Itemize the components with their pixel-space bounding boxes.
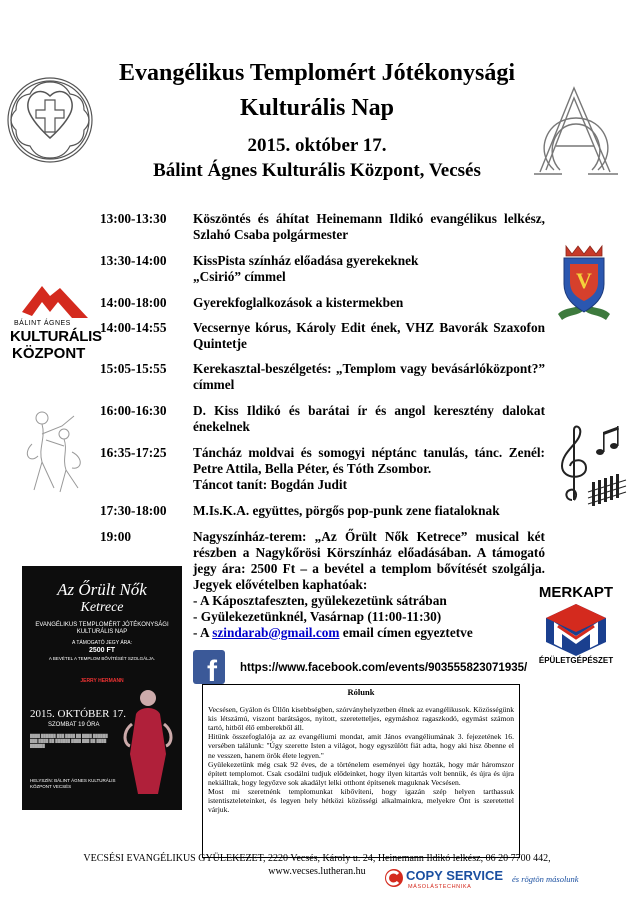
poster-date: 2015. OKTÓBER 17. [30, 708, 126, 720]
program-desc: Táncház moldvai és somogyi néptánc tanulás, tánc. Zenél: Petre Attila, Bella Péter, és Tóth Zsombor. Táncot tanít: Bogdán Judit [193, 445, 545, 492]
footer-address: VECSÉSI EVANGÉLIKUS GYÜLEKEZET, 2220 Vecsés, Károly u. 24, Heinemann Ildikó lelkész, 06 20 7700 442, [83, 853, 551, 864]
coat-of-arms-icon [552, 240, 616, 326]
logo-line3: KÖZPONT [12, 345, 86, 362]
program-time: 17:30-18:00 [100, 503, 167, 518]
program-desc: Kerekasztal-beszélgetés: „Templom vagy bevásárlóközpont?” címmel [193, 361, 545, 392]
email-link[interactable]: szindarab@gmail.com [212, 625, 340, 640]
ticket-item: - Gyülekezetünknél, Vasárnap (11:00-11:30) [193, 609, 442, 624]
program-time: 19:00 [100, 529, 132, 544]
event-poster [22, 566, 182, 810]
logo-line2: KULTURÁLIS [10, 328, 102, 345]
program-time: 16:00-16:30 [100, 403, 167, 418]
logo-line1: BÁLINT ÁGNES [14, 320, 71, 327]
page-title: Evangélikus Templomért Jótékonysági [118, 60, 516, 86]
about-paragraph: Gyülekezetünk még csak 92 éves, de a történelem eseményei úgy hozták, hogy már háromszor épített templomot. Csak csodálni tudjuk elődeinket, hogy ilyen kitartás volt bennük, és újra és újra nekiálltak, hogy legyőzve sok akadályt lelki otthont építsenek maguknak Vecsésen. [208, 759, 514, 787]
copy-service-slogan: és rögtön másolunk [512, 874, 579, 884]
program-time: 13:30-14:00 [100, 253, 167, 268]
roof-icon [20, 282, 90, 322]
culture-center-logo [8, 282, 102, 368]
program-time: 16:35-17:25 [100, 445, 167, 460]
program-time: 14:00-14:55 [100, 320, 167, 335]
program-row [100, 503, 545, 519]
poster-time: SZOMBAT 19 ÓRA [48, 722, 100, 728]
program-desc: Vecsernye kórus, Károly Edit ének, VHZ Bavorák Szaxofon Quintetje [193, 320, 545, 351]
facebook-icon[interactable] [193, 650, 225, 684]
ticket-list [193, 593, 545, 641]
program-desc: D. Kiss Ildikó és barátai ír és angol keresztény dalokat énekelnek [193, 403, 545, 434]
ticket-item: - A Káposztafeszten, gyülekezetünk sátrában [193, 593, 447, 608]
poster-event: EVANGÉLIKUS TEMPLOMÉRT JÓTÉKONYSÁGI KULTURÁLIS NAP [35, 622, 169, 635]
program-row [100, 320, 545, 352]
about-paragraph: Most mi szeretnénk templomunkat kibővíteni, hogy igazán szép helyen tarthassuk istentiszteleteinket, és legyen hely hétközi közösségi alkalmainkra, melyekre Önt is szeretettel várjuk. [208, 786, 514, 815]
copy-service-name: COPY SERVICE [406, 868, 504, 883]
about-box [202, 684, 520, 858]
program-time: 14:00-18:00 [100, 295, 167, 310]
page-title-line2: Kulturális Nap [239, 95, 395, 121]
coat-letter: V [576, 268, 592, 293]
program-desc: KissPista színház előadása gyerekeknek „Csirió” címmel [193, 253, 419, 284]
poster-cast: ████ ██████ ███ ████ ██ ████ ██████ ███ ████ ██ ██████ ████ ███ ██ ████ ██████ [30, 734, 108, 748]
program-row [100, 361, 545, 393]
ticket-item: - A szindarab@gmail.com email címen egyeztetve [193, 625, 473, 640]
event-date: 2015. október 17. [247, 135, 387, 156]
about-paragraph: Hitünk összefoglalója az az evangéliumi mondat, amit János evangéliumának 3. fejezetének 16. versében találunk: "Úgy szerette Isten a világot, hogy egyszülött fiát adta, hogy aki hisz őbenne el ne vesszen, hanem örök élete legyen." [208, 732, 514, 760]
facebook-letter: f [207, 655, 217, 684]
program-desc: M.Is.K.A. együttes, pörgős pop-punk zene fiataloknak [193, 503, 500, 518]
about-heading: Rólunk [347, 687, 375, 697]
poster-figure-icon [118, 684, 178, 794]
poster-note: A BEVÉTEL A TEMPLOM BŐVÍTÉSÉT SZOLGÁLJA. [48, 656, 156, 661]
dancers-icon [12, 404, 92, 494]
program-row [100, 445, 545, 493]
footer-website[interactable]: www.vecses.lutheran.hu [268, 866, 366, 877]
event-venue: Bálint Ágnes Kulturális Központ, Vecsés [153, 160, 481, 181]
poster-place: HELYSZÍN: BÁLINT ÁGNES KULTURÁLIS KÖZPONT VECSÉS [30, 778, 116, 789]
about-paragraph: Vecsésen, Gyálon és Üllőn kisebbségben, szórványhelyzetben élnek az evangélikusok. Közösségünk kis létszámú, viszont barátságos, nyitott, szeretetteljes, egymáshoz ragaszkodó, egymást számon tartó, hitből élő emberekből áll. [208, 705, 514, 733]
poster-title: Az Őrült Nők [57, 580, 147, 599]
copy-service-icon [384, 868, 404, 888]
program-row [100, 253, 545, 285]
program-row [100, 403, 545, 435]
poster-author: JERRY HERMANN [80, 678, 124, 684]
program-time: 13:00-13:30 [100, 211, 167, 226]
program-time: 15:05-15:55 [100, 361, 167, 376]
merkapt-sub: ÉPÜLETGÉPÉSZET [538, 656, 614, 665]
copy-service-sub: MÁSOLÁSTECHNIKA [408, 884, 472, 890]
program-row [100, 211, 545, 243]
facebook-link[interactable]: https://www.facebook.com/events/903555823071935/ [240, 662, 528, 674]
music-notes-icon [552, 422, 628, 512]
program-desc: Köszöntés és áhítat Heinemann Ildikó evangélikus lelkész, Szlahó Csaba polgármester [193, 211, 545, 242]
program-desc: Nagyszínház-terem: „Az Őrült Nők Ketrece” musical két részben a Nagykőrösi Körszínház előadásában. A támogató jegy ára: 2500 Ft – a bevétel a templom bővítését szolgálja. Jegyek elővételben kaphatóak: - A Káposztafeszten, gyülekezetünk sátrában - Gyülekezetünknél, Vasárnap (11:00-11:30) - A szindarab@gmail.com email címen egyeztetve [193, 529, 545, 640]
poster-price-label: A TÁMOGATÓ JEGY ÁRA: [71, 640, 132, 646]
merkapt-logo [534, 584, 618, 668]
merkapt-name: MERKAPT [538, 584, 614, 601]
poster-price: 2500 FT [88, 647, 116, 654]
program-row [100, 295, 545, 311]
merkapt-cube-icon [544, 602, 608, 656]
poster-title2: Ketrece [80, 600, 124, 615]
program-desc: Gyerekfoglalkozások a kistermekben [193, 295, 404, 310]
